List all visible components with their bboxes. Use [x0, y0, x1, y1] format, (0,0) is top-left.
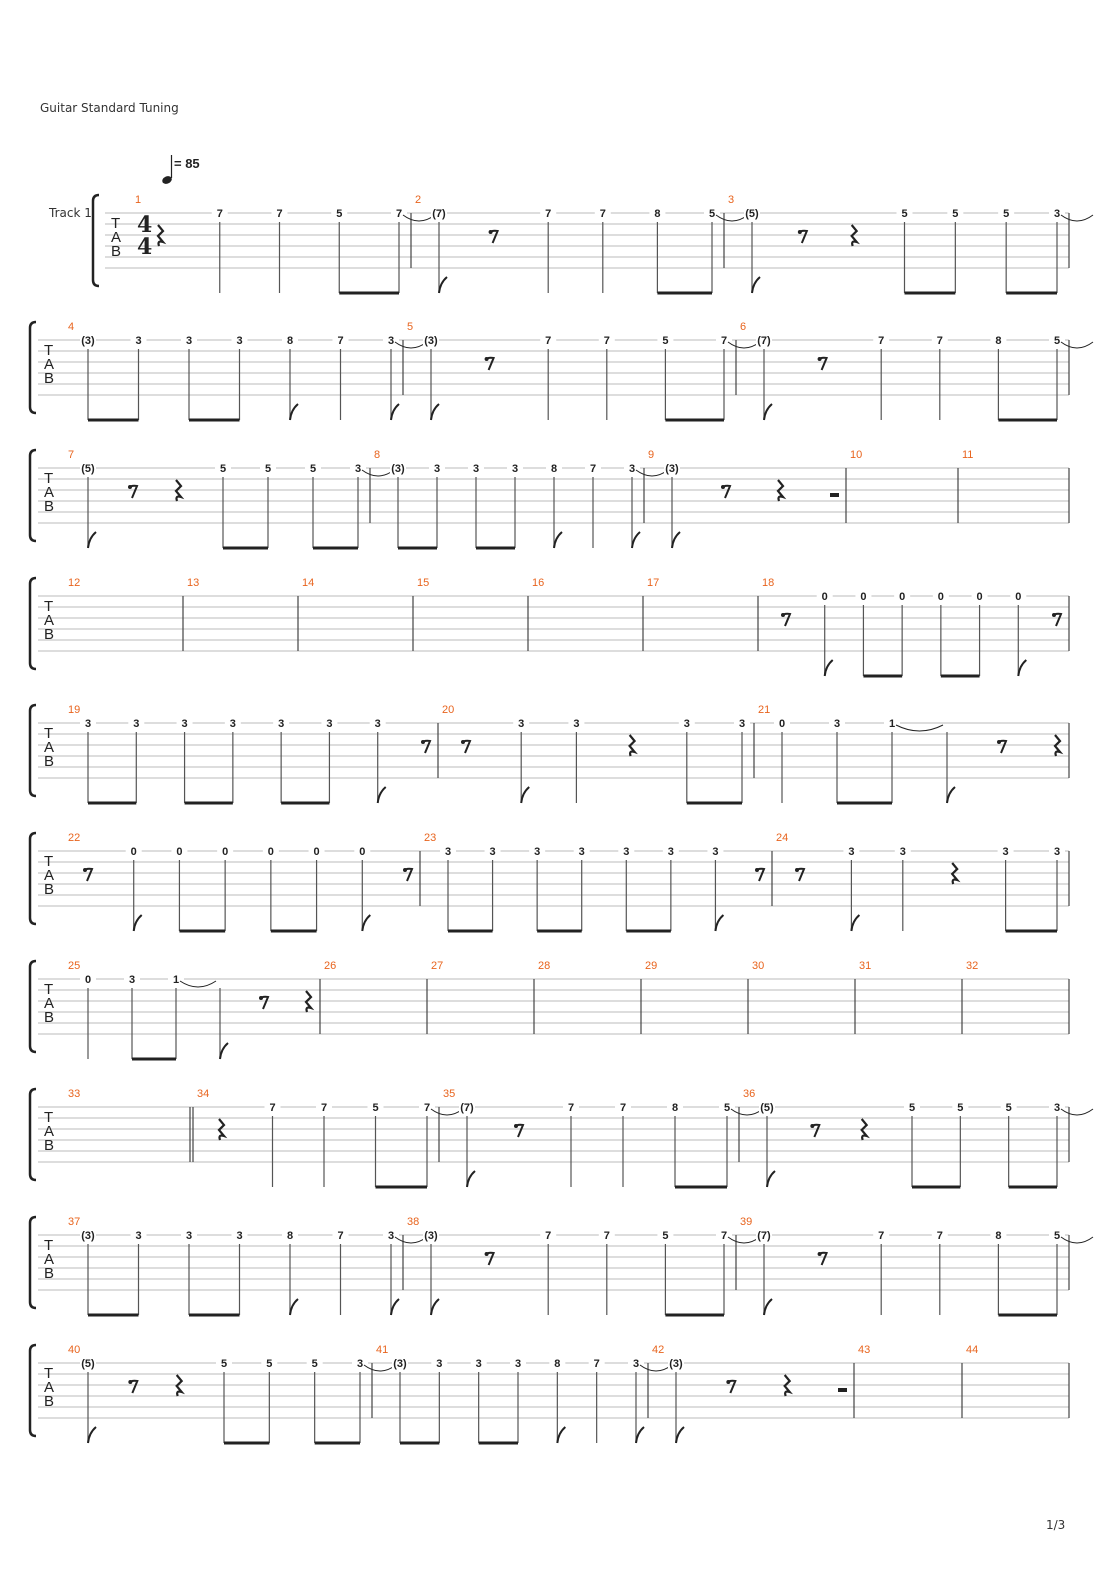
measure-number: 1 — [135, 194, 142, 206]
fret-number: 0 — [778, 718, 786, 730]
fret-number: 3 — [833, 718, 841, 730]
fret-number: 8 — [286, 1230, 294, 1242]
eighth-flag — [676, 1427, 684, 1443]
fret-number: 3 — [712, 846, 719, 858]
eighth-flag — [290, 1299, 298, 1315]
fret-number: 5 — [309, 463, 317, 475]
tab-clef-letter: B — [44, 370, 55, 387]
fret-number: 5 — [901, 208, 908, 220]
measure-number: 12 — [68, 577, 81, 589]
tab-clef-letter: A — [44, 356, 55, 373]
fret-number: 3 — [84, 718, 92, 730]
system-bracket — [30, 1089, 36, 1180]
measure-number: 27 — [431, 960, 444, 972]
fret-number: 3 — [1002, 846, 1009, 858]
tie-arc — [636, 470, 668, 476]
fret-number: 3 — [475, 1358, 482, 1370]
tie-arc — [362, 470, 394, 476]
fret-number: 7 — [423, 1102, 431, 1114]
tab-clef-letter: T — [44, 725, 54, 742]
system-bracket — [30, 322, 36, 413]
tab-clef-letter: A — [44, 484, 55, 501]
fret-number: 7 — [593, 1358, 600, 1370]
fret-number: 5 — [1053, 1230, 1061, 1242]
fret-number: 3 — [433, 463, 441, 475]
tab-clef-letter: T — [44, 598, 54, 615]
measure-number: 23 — [424, 832, 437, 844]
fret-number: (5) — [81, 463, 95, 475]
fret-number: 7 — [936, 335, 943, 347]
eighth-flag — [391, 404, 399, 420]
fret-number: 7 — [337, 335, 344, 347]
fret-number: 3 — [628, 463, 636, 475]
measure-number: 42 — [652, 1344, 665, 1356]
measure-number: 33 — [68, 1088, 81, 1100]
measure-number: 41 — [376, 1344, 389, 1356]
fret-number: 7 — [720, 1230, 728, 1242]
tempo-marking: = 85 — [174, 156, 200, 171]
eighth-rest-dot — [128, 1380, 132, 1384]
tab-clef-letter: B — [44, 1393, 55, 1410]
fret-number: 5 — [662, 335, 669, 347]
fret-number: 8 — [671, 1102, 679, 1114]
tie-arc — [640, 1365, 672, 1371]
fret-number: 5 — [1003, 208, 1010, 220]
measure-number: 35 — [443, 1088, 456, 1100]
measure-number: 9 — [648, 449, 655, 461]
fret-number: (3) — [81, 335, 95, 347]
fret-number: 5 — [708, 208, 716, 220]
tab-clef-letter: T — [44, 1237, 54, 1254]
fret-number: 0 — [130, 846, 137, 858]
fret-number: 3 — [387, 1230, 395, 1242]
fret-number: 3 — [135, 335, 142, 347]
fret-number: 5 — [372, 1102, 379, 1114]
tab-clef-letter: A — [44, 1251, 55, 1268]
fret-number: 3 — [185, 1230, 193, 1242]
measure-number: 7 — [68, 449, 75, 461]
fret-number: (5) — [745, 208, 759, 220]
tab-clef-letter: T — [44, 853, 54, 870]
system-bracket — [93, 195, 99, 286]
fret-number: 7 — [589, 463, 597, 475]
eighth-flag — [1018, 660, 1026, 676]
fret-number: 7 — [603, 335, 610, 347]
tab-clef-letter: A — [111, 229, 122, 246]
eighth-flag — [554, 532, 562, 548]
fret-number: 0 — [976, 591, 983, 603]
fret-number: 3 — [387, 335, 395, 347]
tie-arc — [1061, 1109, 1093, 1115]
fret-number: 7 — [599, 208, 606, 220]
eighth-rest-dot — [489, 230, 493, 234]
system-bracket — [30, 450, 36, 541]
fret-number: 0 — [313, 846, 320, 858]
fret-number: 7 — [567, 1102, 575, 1114]
fret-number: 3 — [326, 718, 333, 730]
fret-number: 3 — [514, 1358, 522, 1370]
eighth-flag — [521, 787, 529, 803]
fret-number: 3 — [181, 718, 188, 730]
tab-clef-letter: B — [111, 243, 122, 260]
fret-number: (7) — [460, 1102, 474, 1114]
measure-number: 18 — [762, 577, 775, 589]
eighth-flag — [825, 660, 833, 676]
eighth-rest-dot — [755, 868, 759, 872]
eighth-flag — [290, 404, 298, 420]
eighth-flag — [391, 1299, 399, 1315]
eighth-flag — [632, 532, 640, 548]
tie-arc — [728, 342, 760, 348]
measure-number: 28 — [538, 960, 551, 972]
eighth-rest-dot — [1052, 613, 1056, 617]
fret-number: 0 — [84, 974, 92, 986]
tab-clef-letter: A — [44, 1123, 55, 1140]
fret-number: (5) — [760, 1102, 774, 1114]
fret-number: 7 — [216, 208, 223, 220]
eighth-flag — [220, 1043, 228, 1059]
eighth-rest-dot — [818, 1252, 822, 1256]
measure-number: 34 — [197, 1088, 210, 1100]
fret-number: 7 — [936, 1230, 943, 1242]
system-bracket — [30, 833, 36, 924]
fret-number: 7 — [603, 1230, 610, 1242]
tie-arc — [896, 725, 943, 731]
fret-number: 7 — [337, 1230, 344, 1242]
measure-number: 2 — [415, 194, 422, 206]
measure-number: 26 — [324, 960, 337, 972]
fret-number: 5 — [908, 1102, 916, 1114]
fret-number: 3 — [1053, 208, 1061, 220]
fret-number: 8 — [654, 208, 661, 220]
fret-number: 3 — [229, 718, 236, 730]
fret-number: (3) — [393, 1358, 407, 1370]
eighth-flag — [851, 915, 859, 931]
measure-number: 15 — [417, 577, 430, 589]
tie-arc — [1061, 215, 1093, 221]
eighth-rest-dot — [83, 868, 87, 872]
fret-number: 0 — [860, 591, 867, 603]
half-rest-icon — [830, 493, 839, 497]
fret-number: 7 — [619, 1102, 627, 1114]
fret-number: 3 — [354, 463, 362, 475]
eighth-rest-dot — [798, 230, 802, 234]
eighth-flag — [362, 915, 370, 931]
measure-number: 40 — [68, 1344, 81, 1356]
fret-number: 3 — [1053, 846, 1061, 858]
eighth-flag — [439, 277, 447, 293]
fret-number: 0 — [1015, 591, 1022, 603]
measure-number: 29 — [645, 960, 658, 972]
measure-number: 39 — [740, 1216, 753, 1228]
fret-number: (3) — [424, 1230, 438, 1242]
fret-number: 5 — [266, 1358, 273, 1370]
measure-number: 20 — [442, 704, 455, 716]
fret-number: 0 — [222, 846, 229, 858]
fret-number: 0 — [267, 846, 274, 858]
fret-number: 3 — [578, 846, 585, 858]
eighth-flag — [767, 1171, 775, 1187]
fret-number: 7 — [320, 1102, 328, 1114]
measure-number: 24 — [776, 832, 789, 844]
fret-number: 3 — [1053, 1102, 1061, 1114]
tab-clef-letter: B — [44, 881, 55, 898]
measure-number: 16 — [532, 577, 545, 589]
fret-number: 5 — [219, 463, 227, 475]
fret-number: 1 — [172, 974, 180, 986]
fret-number: 7 — [276, 208, 283, 220]
fret-number: 3 — [738, 718, 746, 730]
eighth-flag — [764, 1299, 772, 1315]
tie-arc — [716, 215, 748, 221]
tab-clef-letter: A — [44, 1379, 55, 1396]
eighth-flag — [88, 532, 96, 548]
fret-number: 5 — [336, 208, 343, 220]
tie-arc — [364, 1365, 396, 1371]
tie-arc — [395, 1237, 427, 1243]
fret-number: 8 — [995, 335, 1002, 347]
fret-number: (5) — [81, 1358, 95, 1370]
fret-number: 3 — [623, 846, 630, 858]
page-number: 1/3 — [1046, 1518, 1066, 1532]
tab-clef-letter: T — [44, 1109, 54, 1126]
system-bracket — [30, 961, 36, 1052]
fret-number: (7) — [757, 1230, 771, 1242]
fret-number: (7) — [432, 208, 446, 220]
measure-number: 10 — [850, 449, 863, 461]
eighth-flag — [764, 404, 772, 420]
measure-number: 38 — [407, 1216, 420, 1228]
measure-number: 21 — [758, 704, 771, 716]
fret-number: 5 — [264, 463, 272, 475]
tab-clef-letter: T — [44, 981, 54, 998]
fret-number: 3 — [356, 1358, 364, 1370]
fret-number: 5 — [1005, 1102, 1012, 1114]
fret-number: 5 — [311, 1358, 318, 1370]
fret-number: 7 — [720, 335, 728, 347]
fret-number: 0 — [821, 591, 828, 603]
system-bracket — [30, 1345, 36, 1436]
measure-number: 5 — [407, 321, 414, 333]
measure-number: 31 — [859, 960, 872, 972]
tie-arc — [1061, 1237, 1093, 1243]
eighth-rest-dot — [403, 868, 407, 872]
eighth-rest-dot — [810, 1124, 814, 1128]
fret-number: 7 — [395, 208, 403, 220]
fret-number: 3 — [667, 846, 674, 858]
tie-arc — [403, 215, 435, 221]
fret-number: 7 — [545, 208, 552, 220]
fret-number: 7 — [545, 335, 552, 347]
eighth-rest-dot — [818, 357, 822, 361]
eighth-rest-dot — [461, 740, 465, 744]
fret-number: 8 — [554, 1358, 561, 1370]
measure-number: 8 — [374, 449, 381, 461]
fret-number: 3 — [128, 974, 136, 986]
fret-number: 3 — [472, 463, 480, 475]
measure-number: 13 — [187, 577, 200, 589]
fret-number: 3 — [848, 846, 855, 858]
measure-number: 4 — [68, 321, 75, 333]
measure-number: 37 — [68, 1216, 81, 1228]
measure-number: 6 — [740, 321, 747, 333]
eighth-rest-dot — [485, 1252, 489, 1256]
eighth-flag — [672, 532, 680, 548]
fret-number: (3) — [391, 463, 405, 475]
fret-number: 3 — [632, 1358, 640, 1370]
measure-number: 30 — [752, 960, 765, 972]
eighth-flag — [467, 1171, 475, 1187]
fret-number: 3 — [511, 463, 519, 475]
measure-number: 19 — [68, 704, 81, 716]
tab-clef-letter: B — [44, 498, 55, 515]
tab-clef-letter: B — [44, 1137, 55, 1154]
fret-number: 5 — [957, 1102, 964, 1114]
tab-clef-letter: T — [111, 215, 121, 232]
tab-clef-letter: A — [44, 867, 55, 884]
tab-clef-letter: B — [44, 1009, 55, 1026]
fret-number: 7 — [545, 1230, 552, 1242]
eighth-rest-dot — [781, 613, 785, 617]
tie-arc — [431, 1109, 463, 1115]
measure-number: 3 — [728, 194, 735, 206]
measure-number: 17 — [647, 577, 660, 589]
system-bracket — [30, 705, 36, 796]
fret-number: (3) — [669, 1358, 683, 1370]
fret-number: 8 — [550, 463, 558, 475]
fret-number: 5 — [952, 208, 959, 220]
fret-number: 3 — [573, 718, 580, 730]
tab-clef-letter: T — [44, 342, 54, 359]
fret-number: 5 — [1053, 335, 1061, 347]
fret-number: 3 — [135, 1230, 142, 1242]
tie-arc — [731, 1109, 763, 1115]
time-signature-digit: 4 — [137, 234, 153, 260]
fret-number: 7 — [269, 1102, 276, 1114]
fret-number: 3 — [899, 846, 906, 858]
eighth-rest-dot — [795, 868, 799, 872]
eighth-flag — [88, 1427, 96, 1443]
eighth-rest-dot — [721, 485, 725, 489]
fret-number: 3 — [185, 335, 193, 347]
measure-number: 36 — [743, 1088, 756, 1100]
measure-number: 25 — [68, 960, 81, 972]
fret-number: 7 — [878, 335, 885, 347]
fret-number: 5 — [662, 1230, 669, 1242]
tab-clef-letter: A — [44, 995, 55, 1012]
eighth-rest-dot — [259, 996, 263, 1000]
eighth-flag — [134, 915, 142, 931]
measure-number: 22 — [68, 832, 81, 844]
fret-number: 3 — [683, 718, 690, 730]
fret-number: 0 — [899, 591, 906, 603]
fret-number: (3) — [665, 463, 679, 475]
fret-number: 3 — [236, 335, 243, 347]
eighth-flag — [715, 915, 723, 931]
fret-number: 8 — [995, 1230, 1002, 1242]
eighth-flag — [752, 277, 760, 293]
measure-number: 14 — [302, 577, 315, 589]
eighth-flag — [431, 404, 439, 420]
tab-clef-letter: T — [44, 1365, 54, 1382]
fret-number: 3 — [436, 1358, 443, 1370]
fret-number: 3 — [278, 718, 285, 730]
eighth-flag — [378, 787, 386, 803]
fret-number: 7 — [878, 1230, 885, 1242]
system-bracket — [30, 578, 36, 669]
fret-number: 0 — [359, 846, 366, 858]
fret-number: (3) — [81, 1230, 95, 1242]
eighth-rest-dot — [514, 1124, 518, 1128]
fret-number: 3 — [374, 718, 381, 730]
fret-number: 5 — [220, 1358, 228, 1370]
fret-number: (7) — [757, 335, 771, 347]
tab-clef-letter: A — [44, 739, 55, 756]
track-name: Track 1 — [49, 206, 92, 220]
fret-number: 1 — [888, 718, 896, 730]
fret-number: 3 — [489, 846, 496, 858]
fret-number: 3 — [518, 718, 525, 730]
fret-number: (3) — [424, 335, 438, 347]
tuning-label: Guitar Standard Tuning — [40, 101, 179, 115]
fret-number: 0 — [176, 846, 183, 858]
measure-number: 44 — [966, 1344, 979, 1356]
tie-arc — [395, 342, 427, 348]
eighth-rest-dot — [421, 740, 425, 744]
tab-clef-letter: B — [44, 753, 55, 770]
measure-number: 32 — [966, 960, 979, 972]
eighth-flag — [636, 1427, 644, 1443]
measure-number: 43 — [858, 1344, 871, 1356]
tie-arc — [180, 981, 216, 987]
eighth-flag — [431, 1299, 439, 1315]
eighth-flag — [557, 1427, 565, 1443]
tie-arc — [1061, 342, 1093, 348]
fret-number: 3 — [236, 1230, 243, 1242]
tab-clef-letter: B — [44, 626, 55, 643]
fret-number: 3 — [133, 718, 140, 730]
eighth-rest-dot — [997, 740, 1001, 744]
tab-clef-letter: T — [44, 470, 54, 487]
fret-number: 0 — [937, 591, 944, 603]
eighth-rest-dot — [726, 1380, 730, 1384]
fret-number: 3 — [534, 846, 541, 858]
tab-clef-letter: B — [44, 1265, 55, 1282]
measure-number: 11 — [962, 449, 974, 461]
fret-number: 5 — [723, 1102, 731, 1114]
eighth-flag — [947, 787, 955, 803]
tab-clef-letter: A — [44, 612, 55, 629]
fret-number: 3 — [444, 846, 452, 858]
system-bracket — [30, 1217, 36, 1308]
fret-number: 8 — [286, 335, 294, 347]
tie-arc — [728, 1237, 760, 1243]
half-rest-icon — [838, 1388, 847, 1392]
time-signature-digit: 4 — [137, 212, 153, 238]
eighth-rest-dot — [485, 357, 489, 361]
eighth-rest-dot — [128, 485, 132, 489]
